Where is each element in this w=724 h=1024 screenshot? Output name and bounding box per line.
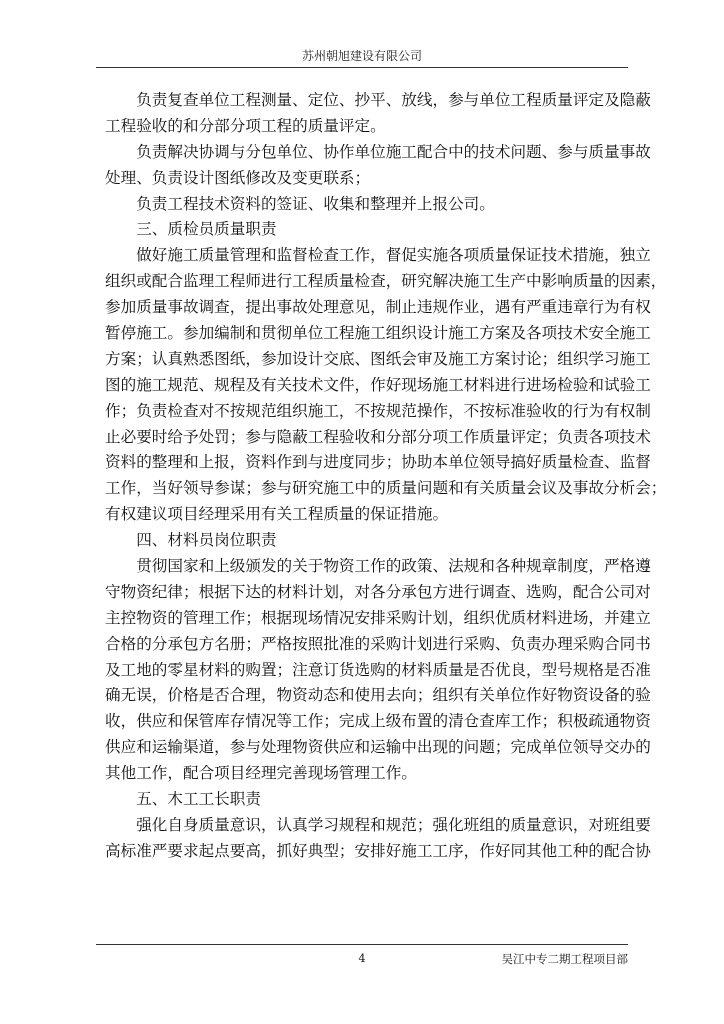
text-line: 负责解决协调与分包单位、协作单位施工配合中的技术问题、参与质量事故 xyxy=(105,142,651,161)
text-line: 主控物资的管理工作；根据现场情况安排采购计划，组织优质材料进场，并建立 xyxy=(105,608,651,627)
document-body xyxy=(105,88,667,865)
text-line: 合格的分承包方名册；严格按照批准的采购计划进行采购、负责办理采购合同书 xyxy=(105,634,651,653)
text-line: 止必要时给予处罚；参与隐蔽工程验收和分部分项工作质量评定；负责各项技术 xyxy=(105,427,651,446)
text-line: 工程验收的和分部分项工程的质量评定。 xyxy=(105,116,386,135)
footer-project-name: 吴江中专二期工程项目部 xyxy=(501,952,628,966)
text-line: 作；负责检查对不按规范组织施工，不按规范操作，不按标准验收的行为有权制 xyxy=(105,401,651,420)
text-line: 资料的整理和上报，资料作到与进度同步；协助本单位领导搞好质量检查、监督 xyxy=(105,453,651,472)
text-line: 供应和运输渠道，参与处理物资供应和运输中出现的问题；完成单位领导交办的 xyxy=(105,738,651,757)
text-line: 贯彻国家和上级颁发的关于物资工作的政策、法规和各种规章制度，严格遵 xyxy=(105,557,651,576)
footer-divider xyxy=(96,944,628,945)
text-line: 有权建议项目经理采用有关工程质量的保证措施。 xyxy=(105,505,449,524)
text-line: 五、木工工长职责 xyxy=(105,790,261,809)
text-line: 负责工程技术资料的签证、收集和整理并上报公司。 xyxy=(105,194,495,213)
text-line: 四、材料员岗位职责 xyxy=(105,531,277,550)
text-line: 组织或配合监理工程师进行工程质量检查，研究解决施工生产中影响质量的因素， xyxy=(105,272,667,291)
text-line: 其他工作，配合项目经理完善现场管理工作。 xyxy=(105,764,417,783)
text-line: 处理、负责设计图纸修改及变更联系； xyxy=(105,168,371,187)
text-line: 守物资纪律；根据下达的材料计划，对各分承包方进行调查、选购，配合公司对 xyxy=(105,582,651,601)
text-line: 负责复查单位工程测量、定位、抄平、放线，参与单位工程质量评定及隐蔽 xyxy=(105,91,651,109)
text-line: 强化自身质量意识，认真学习规程和规范；强化班组的质量意识，对班组要 xyxy=(105,815,651,834)
text-line: 确无误，价格是否合理，物资动态和使用去向；组织有关单位作好物资设备的验 xyxy=(105,686,651,705)
page-header-company: 苏州朝旭建设有限公司 xyxy=(301,49,422,63)
text-line: 工作，当好领导参谋；参与研究施工中的质量问题和有关质量会议及事故分析会； xyxy=(105,479,667,498)
text-line: 参加质量事故调查，提出事故处理意见，制止违规作业，遇有严重违章行为有权 xyxy=(105,298,651,317)
text-line: 方案；认真熟悉图纸，参加设计交底、图纸会审及施工方案讨论；组织学习施工 xyxy=(105,349,651,368)
page-number: 4 xyxy=(358,952,366,965)
header-divider xyxy=(96,67,628,68)
text-line: 高标准严要求起点要高，抓好典型；安排好施工工序，作好同其他工种的配合协 xyxy=(105,841,651,860)
text-line: 做好施工质量管理和监督检查工作，督促实施各项质量保证技术措施，独立 xyxy=(105,246,651,265)
text-line: 收，供应和保管库存情况等工作；完成上级布置的清仓查库工作；积极疏通物资 xyxy=(105,712,651,731)
text-line: 图的施工规范、规程及有关技术文件，作好现场施工材料进行进场检验和试验工 xyxy=(105,375,651,394)
text-line: 三、质检员质量职责 xyxy=(105,220,277,239)
text-line: 暂停施工。参加编制和贯彻单位工程施工组织设计施工方案及各项技术安全施工 xyxy=(105,324,651,343)
text-line: 及工地的零星材料的购置；注意订货选购的材料质量是否优良，型号规格是否准 xyxy=(105,660,651,679)
